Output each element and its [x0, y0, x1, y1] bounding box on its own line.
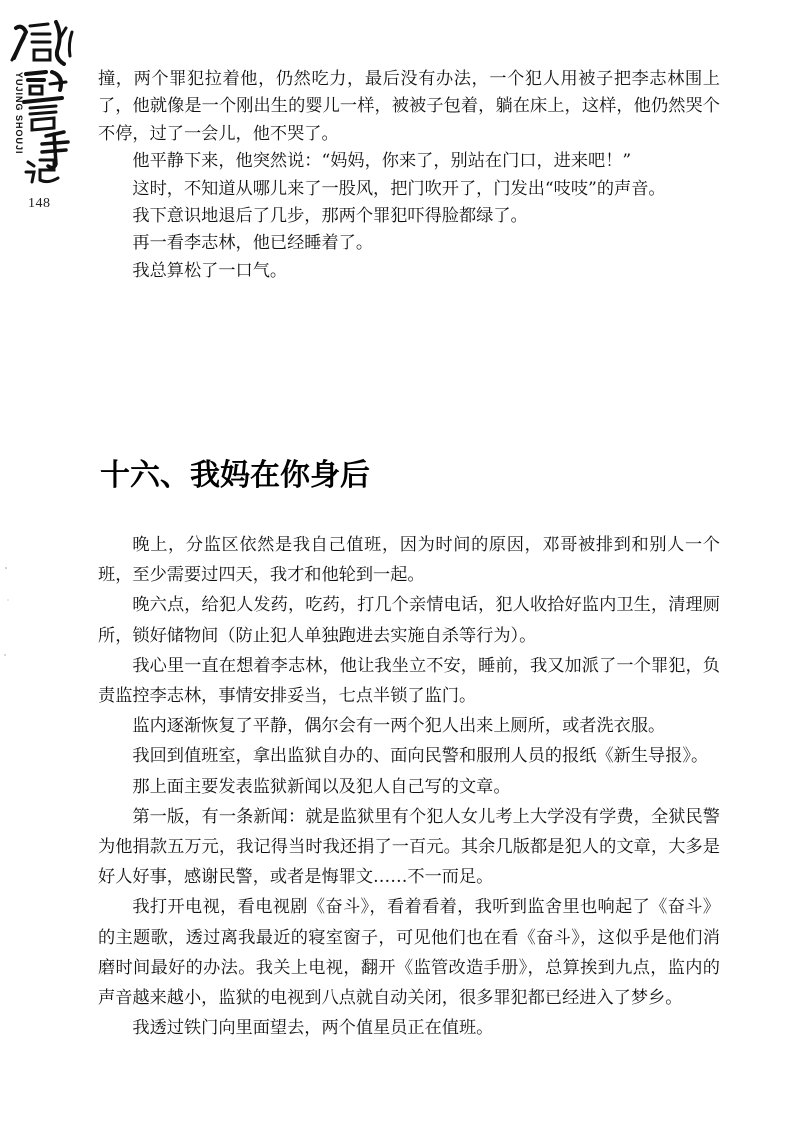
paragraph: 我打开电视，看电视剧《奋斗》，看着看着，我听到监舍里也响起了《奋斗》的主题歌，透过离我最近的寝室窗子，可见他们也在看《奋斗》，这似乎是他们消磨时间最好的办法。我关上电视，翻开《监管改造手册》，总算挨到九点，监内的声音越来越小，监狱的电视到八点就自动关闭，很多罪犯都已经进入了梦乡。	[98, 897, 720, 1009]
paragraph: 他平静下来，他突然说：“妈妈，你来了，别站在门口，进来吧！”	[132, 151, 632, 172]
paragraph: 晚六点，给犯人发药，吃药，打几个亲情电话，犯人收拾好监内卫生，清理厕所，锁好储物间（防止犯人单独跑进去实施自杀等行为）。	[98, 595, 720, 646]
paragraph: 我透过铁门向里面望去，两个值星员正在值班。	[132, 1018, 494, 1039]
paragraph: 那上面主要发表监狱新闻以及犯人自己写的文章。	[132, 776, 511, 797]
calligraphy-logo-icon	[6, 14, 78, 184]
paragraph: 晚上，分监区依然是我自己值班，因为时间的原因，邓哥被排到和别人一个班，至少需要过四天，我才和他轮到一起。	[98, 535, 720, 586]
paragraph: 我总算松了一口气。	[132, 260, 288, 281]
paragraph: 再一看李志林，他已经睡着了。	[132, 233, 374, 254]
page-number: 148	[28, 196, 51, 211]
paragraph: 这时，不知道从哪儿来了一股风，把门吹开了，门发出“吱吱”的声音。	[132, 178, 666, 199]
continuation-text	[98, 66, 720, 285]
svg-text:YUJING SHOUJI: YUJING SHOUJI	[14, 72, 24, 155]
chapter-body	[98, 530, 720, 1043]
margin-specks	[2, 560, 12, 680]
book-logo	[6, 14, 78, 184]
paragraph: 我下意识地退后了几步，那两个罪犯吓得脸都绿了。	[132, 206, 528, 227]
paragraph: 第一版，有一条新闻：就是监狱里有个犯人女儿考上大学没有学费，全狱民警为他捐款五万元，我记得当时我还捐了一百元。其余几版都是犯人的文章，大多是好人好事，感谢民警，或者是悔罪文……不一而足。	[98, 806, 720, 888]
paragraph: 监内逐渐恢复了平静，偶尔会有一两个犯人出来上厕所，或者洗衣服。	[132, 716, 666, 737]
paragraph: 撞，两个罪犯拉着他，仍然吃力，最后没有办法，一个犯人用被子把李志林围上了，他就像是一个刚出生的婴儿一样，被被子包着，躺在床上，这样，他仍然哭个不停，过了一会儿，他不哭了。	[98, 69, 720, 144]
paragraph: 我回到值班室，拿出监狱自办的、面向民警和服刑人员的报纸《新生导报》。	[132, 746, 709, 767]
paragraph: 我心里一直在想着李志林，他让我坐立不安，睡前，我又加派了一个罪犯，负责监控李志林，事情安排妥当，七点半锁了监门。	[98, 655, 720, 707]
chapter-title: 十六、我妈在你身后	[100, 458, 370, 493]
